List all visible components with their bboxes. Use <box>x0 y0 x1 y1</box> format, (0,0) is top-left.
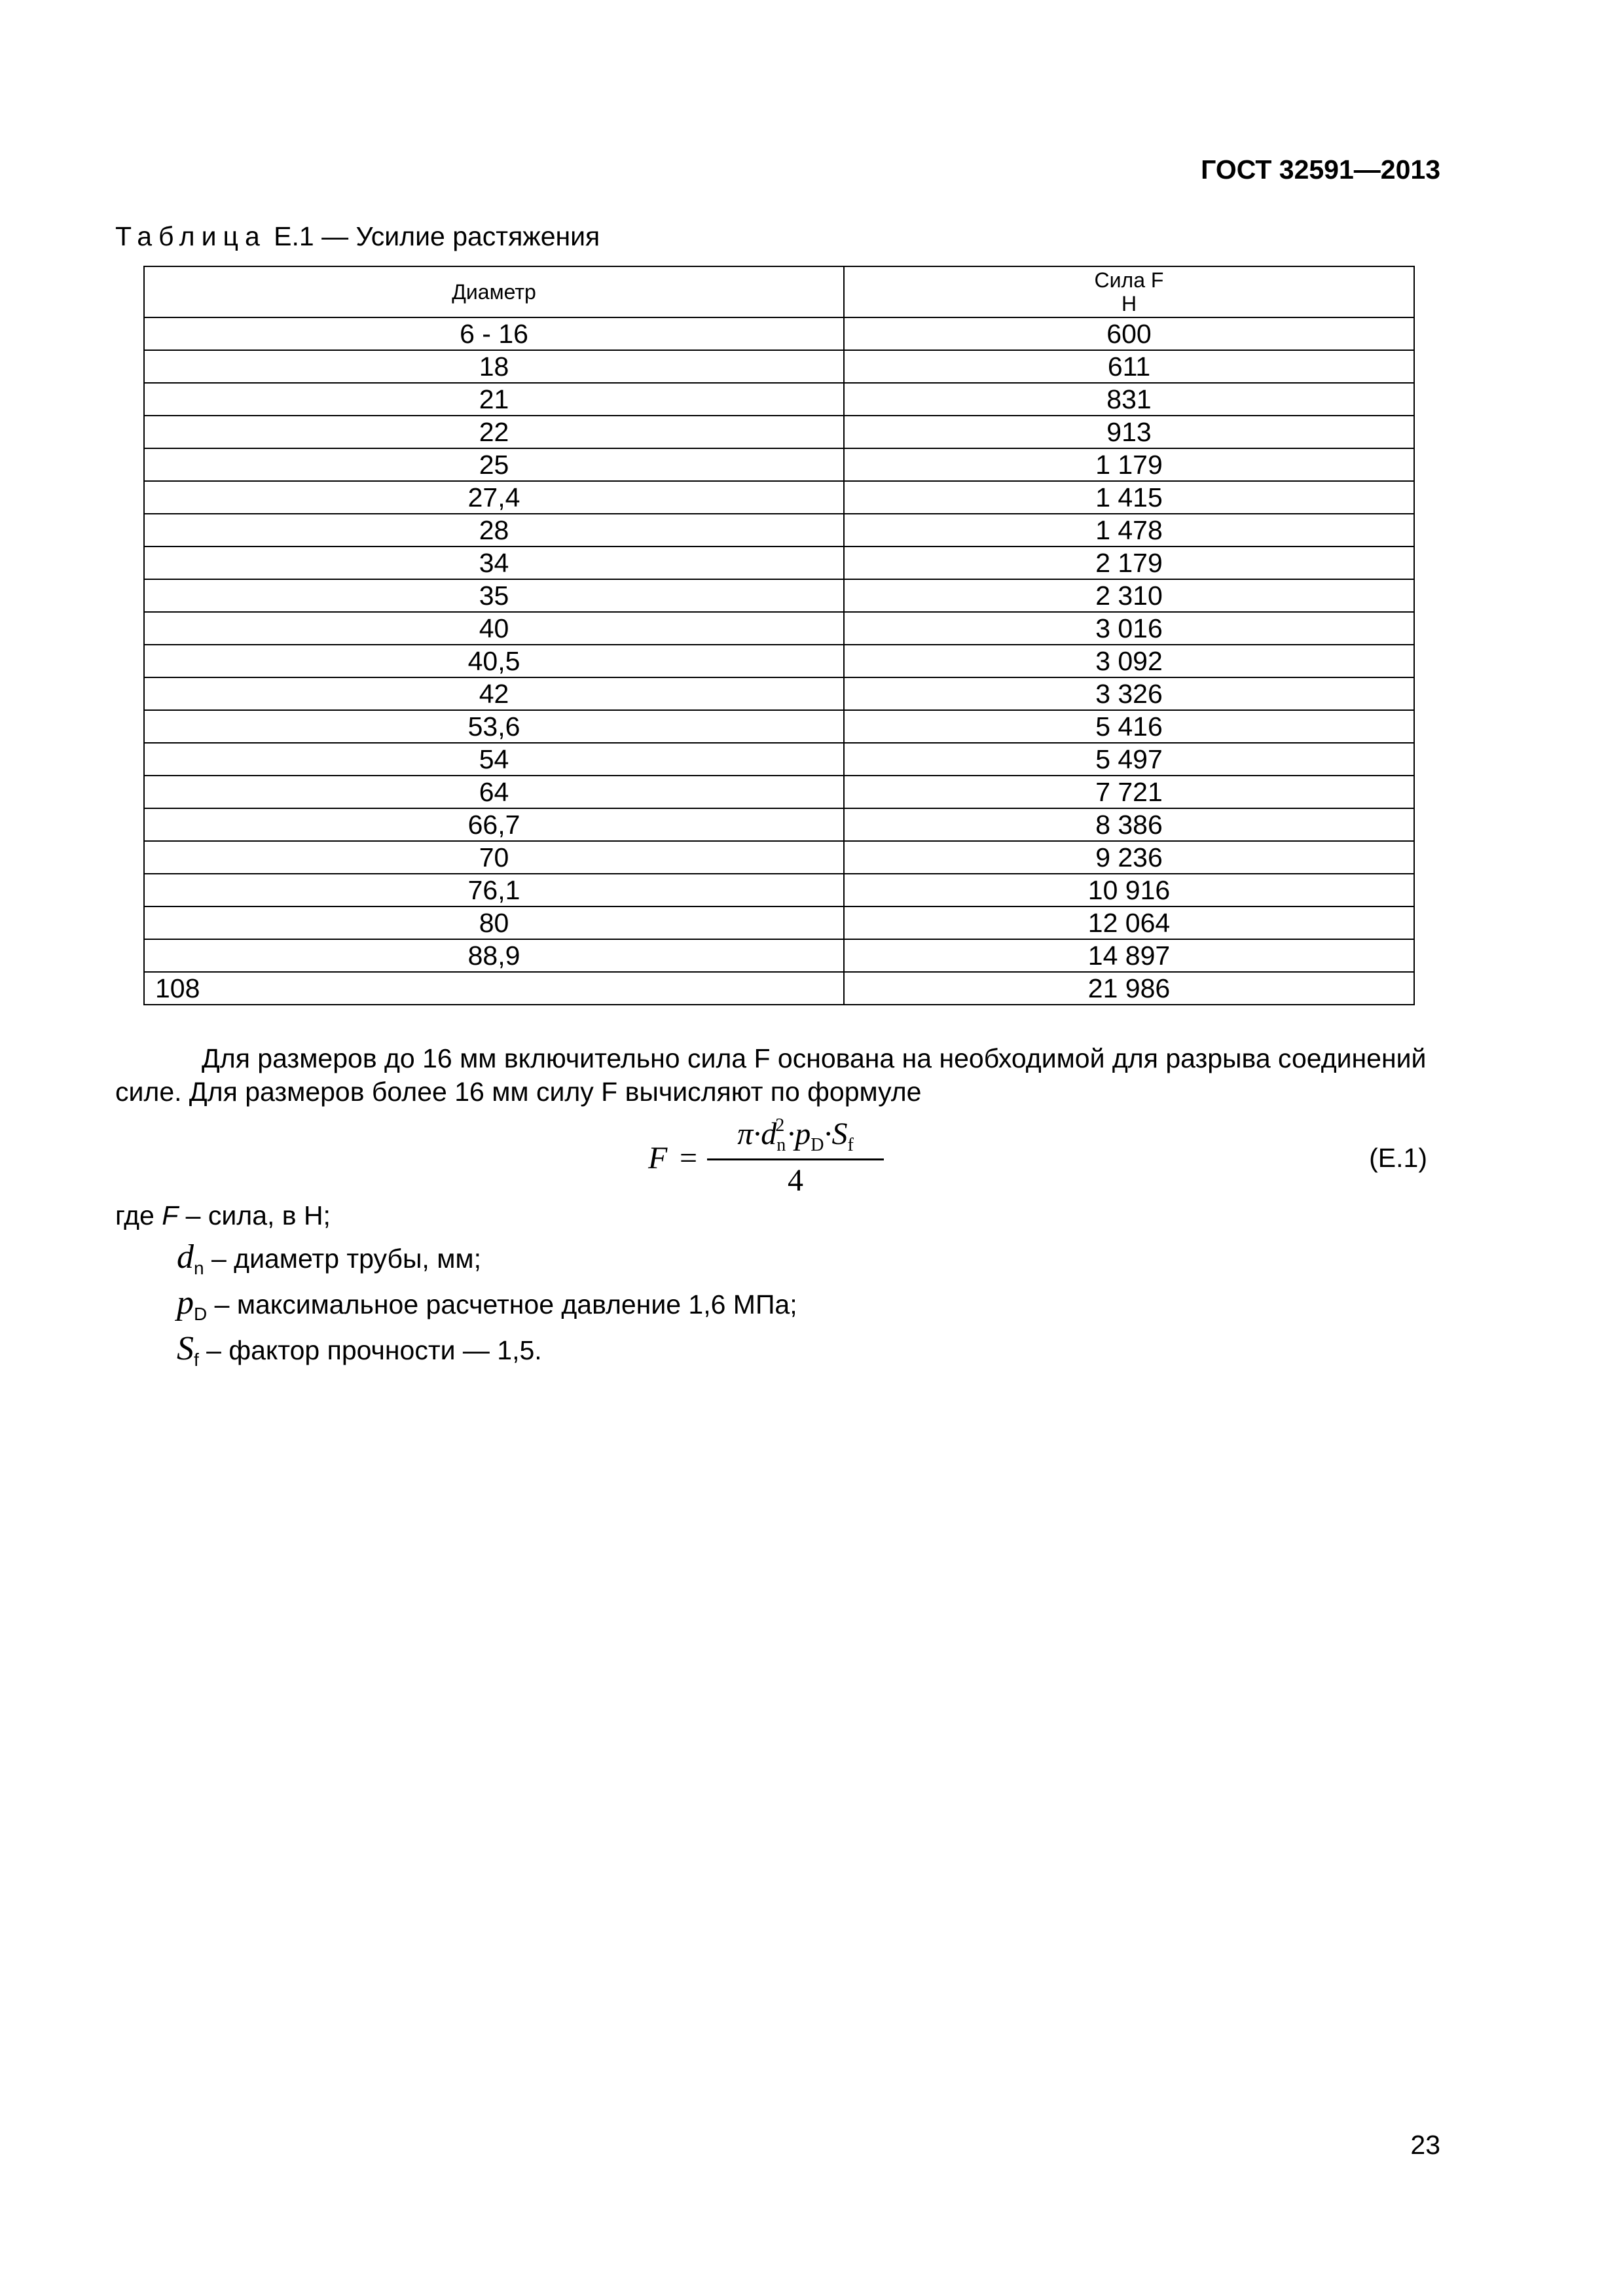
force-formula <box>642 1115 903 1203</box>
header-force-unit: Н <box>1121 292 1137 315</box>
cell-diameter: 108 <box>144 972 844 1005</box>
table-row <box>144 906 1414 939</box>
cell-diameter: 27,4 <box>144 481 844 514</box>
table-row <box>144 808 1414 841</box>
formula-lhs: F <box>648 1141 668 1175</box>
cell-force: 611 <box>844 350 1414 383</box>
table-row <box>144 547 1414 579</box>
cell-diameter: 22 <box>144 416 844 448</box>
header-diameter: Диаметр <box>144 266 844 317</box>
formula-dot-1: · <box>753 1117 761 1151</box>
table-row <box>144 350 1414 383</box>
table-row <box>144 416 1414 448</box>
table-row <box>144 317 1414 350</box>
cell-force: 10 916 <box>844 874 1414 906</box>
cell-force: 2 310 <box>844 579 1414 612</box>
table-row <box>144 743 1414 776</box>
where-variable: F <box>162 1200 179 1230</box>
cell-diameter: 66,7 <box>144 808 844 841</box>
variable-d-subscript: n <box>194 1258 204 1278</box>
header-force <box>844 266 1414 317</box>
cell-diameter: 64 <box>144 776 844 808</box>
formula-d-superscript: 2 <box>775 1115 785 1136</box>
cell-force: 7 721 <box>844 776 1414 808</box>
table-row <box>144 677 1414 710</box>
table-row <box>144 874 1414 906</box>
formula-dot-3: · <box>824 1117 832 1151</box>
cell-force: 21 986 <box>844 972 1414 1005</box>
formula-pi: π <box>737 1117 754 1151</box>
variable-d-text: – диаметр трубы, мм; <box>204 1244 481 1274</box>
variable-s-text: – фактор прочности — 1,5. <box>198 1335 542 1365</box>
cell-force: 5 497 <box>844 743 1414 776</box>
cell-diameter: 40 <box>144 612 844 645</box>
cell-force: 3 016 <box>844 612 1414 645</box>
cell-force: 8 386 <box>844 808 1414 841</box>
document-code: ГОСТ 32591—2013 <box>1201 154 1440 185</box>
cell-force: 913 <box>844 416 1414 448</box>
equation-number: (Е.1) <box>1369 1143 1427 1173</box>
cell-diameter: 53,6 <box>144 710 844 743</box>
where-line <box>115 1199 331 1232</box>
variable-s-definition <box>177 1330 542 1376</box>
variable-d-symbol: d <box>177 1238 194 1276</box>
table-row <box>144 514 1414 547</box>
formula-s: S <box>831 1117 848 1151</box>
paragraph-line-2: силе. Для размеров более 16 мм силу F вычисляют по формуле <box>115 1077 922 1107</box>
variable-p-symbol: p <box>177 1284 194 1321</box>
header-force-label: Сила F <box>1094 268 1164 292</box>
cell-force: 9 236 <box>844 841 1414 874</box>
cell-diameter: 42 <box>144 677 844 710</box>
cell-force: 1 415 <box>844 481 1414 514</box>
cell-force: 14 897 <box>844 939 1414 972</box>
formula-equals: = <box>680 1141 698 1175</box>
table-row <box>144 579 1414 612</box>
cell-diameter: 34 <box>144 547 844 579</box>
cell-diameter: 18 <box>144 350 844 383</box>
variable-p-subscript: D <box>194 1304 208 1324</box>
cell-diameter: 25 <box>144 448 844 481</box>
cell-force: 831 <box>844 383 1414 416</box>
formula-dot-2: · <box>787 1117 795 1151</box>
cell-force: 2 179 <box>844 547 1414 579</box>
variable-s-subscript: f <box>194 1350 199 1370</box>
cell-diameter: 35 <box>144 579 844 612</box>
cell-force: 1 478 <box>844 514 1414 547</box>
where-prefix: где <box>115 1200 162 1230</box>
cell-force: 3 326 <box>844 677 1414 710</box>
where-text: – сила, в Н; <box>178 1200 331 1230</box>
table-row <box>144 939 1414 972</box>
table-row <box>144 776 1414 808</box>
formula-d: d <box>761 1117 777 1151</box>
cell-diameter: 21 <box>144 383 844 416</box>
formula-p-subscript: D <box>811 1135 824 1155</box>
cell-diameter: 6 - 16 <box>144 317 844 350</box>
cell-diameter: 76,1 <box>144 874 844 906</box>
cell-force: 1 179 <box>844 448 1414 481</box>
cell-diameter: 70 <box>144 841 844 874</box>
cell-diameter: 40,5 <box>144 645 844 677</box>
table-row <box>144 481 1414 514</box>
cell-force: 3 092 <box>844 645 1414 677</box>
formula-numerator <box>707 1115 884 1156</box>
cell-diameter: 28 <box>144 514 844 547</box>
cell-diameter: 80 <box>144 906 844 939</box>
explanation-paragraph <box>115 1042 1444 1109</box>
table-row <box>144 710 1414 743</box>
table-row <box>144 448 1414 481</box>
table-caption-prefix: Таблица <box>115 221 266 251</box>
table-row <box>144 612 1414 645</box>
paragraph-line-1: Для размеров до 16 мм включительно сила F основана на необходимой для разрыва соединений <box>202 1043 1427 1073</box>
table-caption-title: Е.1 — Усилие растяжения <box>266 221 600 251</box>
variable-p-text: – максимальное расчетное давление 1,6 МПа; <box>207 1289 797 1319</box>
cell-diameter: 88,9 <box>144 939 844 972</box>
table-row <box>144 972 1414 1005</box>
formula-denominator: 4 <box>788 1163 803 1198</box>
table-header-row <box>144 266 1414 317</box>
cell-diameter: 54 <box>144 743 844 776</box>
cell-force: 5 416 <box>844 710 1414 743</box>
formula-d-subscript: n <box>776 1135 786 1155</box>
variable-p-definition <box>177 1284 797 1331</box>
formula-p: p <box>795 1117 811 1151</box>
cell-force: 600 <box>844 317 1414 350</box>
formula-fraction-bar <box>707 1158 884 1160</box>
table-row <box>144 841 1414 874</box>
table-row <box>144 645 1414 677</box>
table-caption <box>115 220 600 253</box>
table-row <box>144 383 1414 416</box>
formula-s-subscript: f <box>847 1135 854 1155</box>
variable-s-symbol: S <box>177 1330 194 1367</box>
variable-d-definition <box>177 1238 481 1285</box>
force-table <box>143 266 1415 1005</box>
cell-force: 12 064 <box>844 906 1414 939</box>
page-number: 23 <box>1410 2130 1440 2160</box>
